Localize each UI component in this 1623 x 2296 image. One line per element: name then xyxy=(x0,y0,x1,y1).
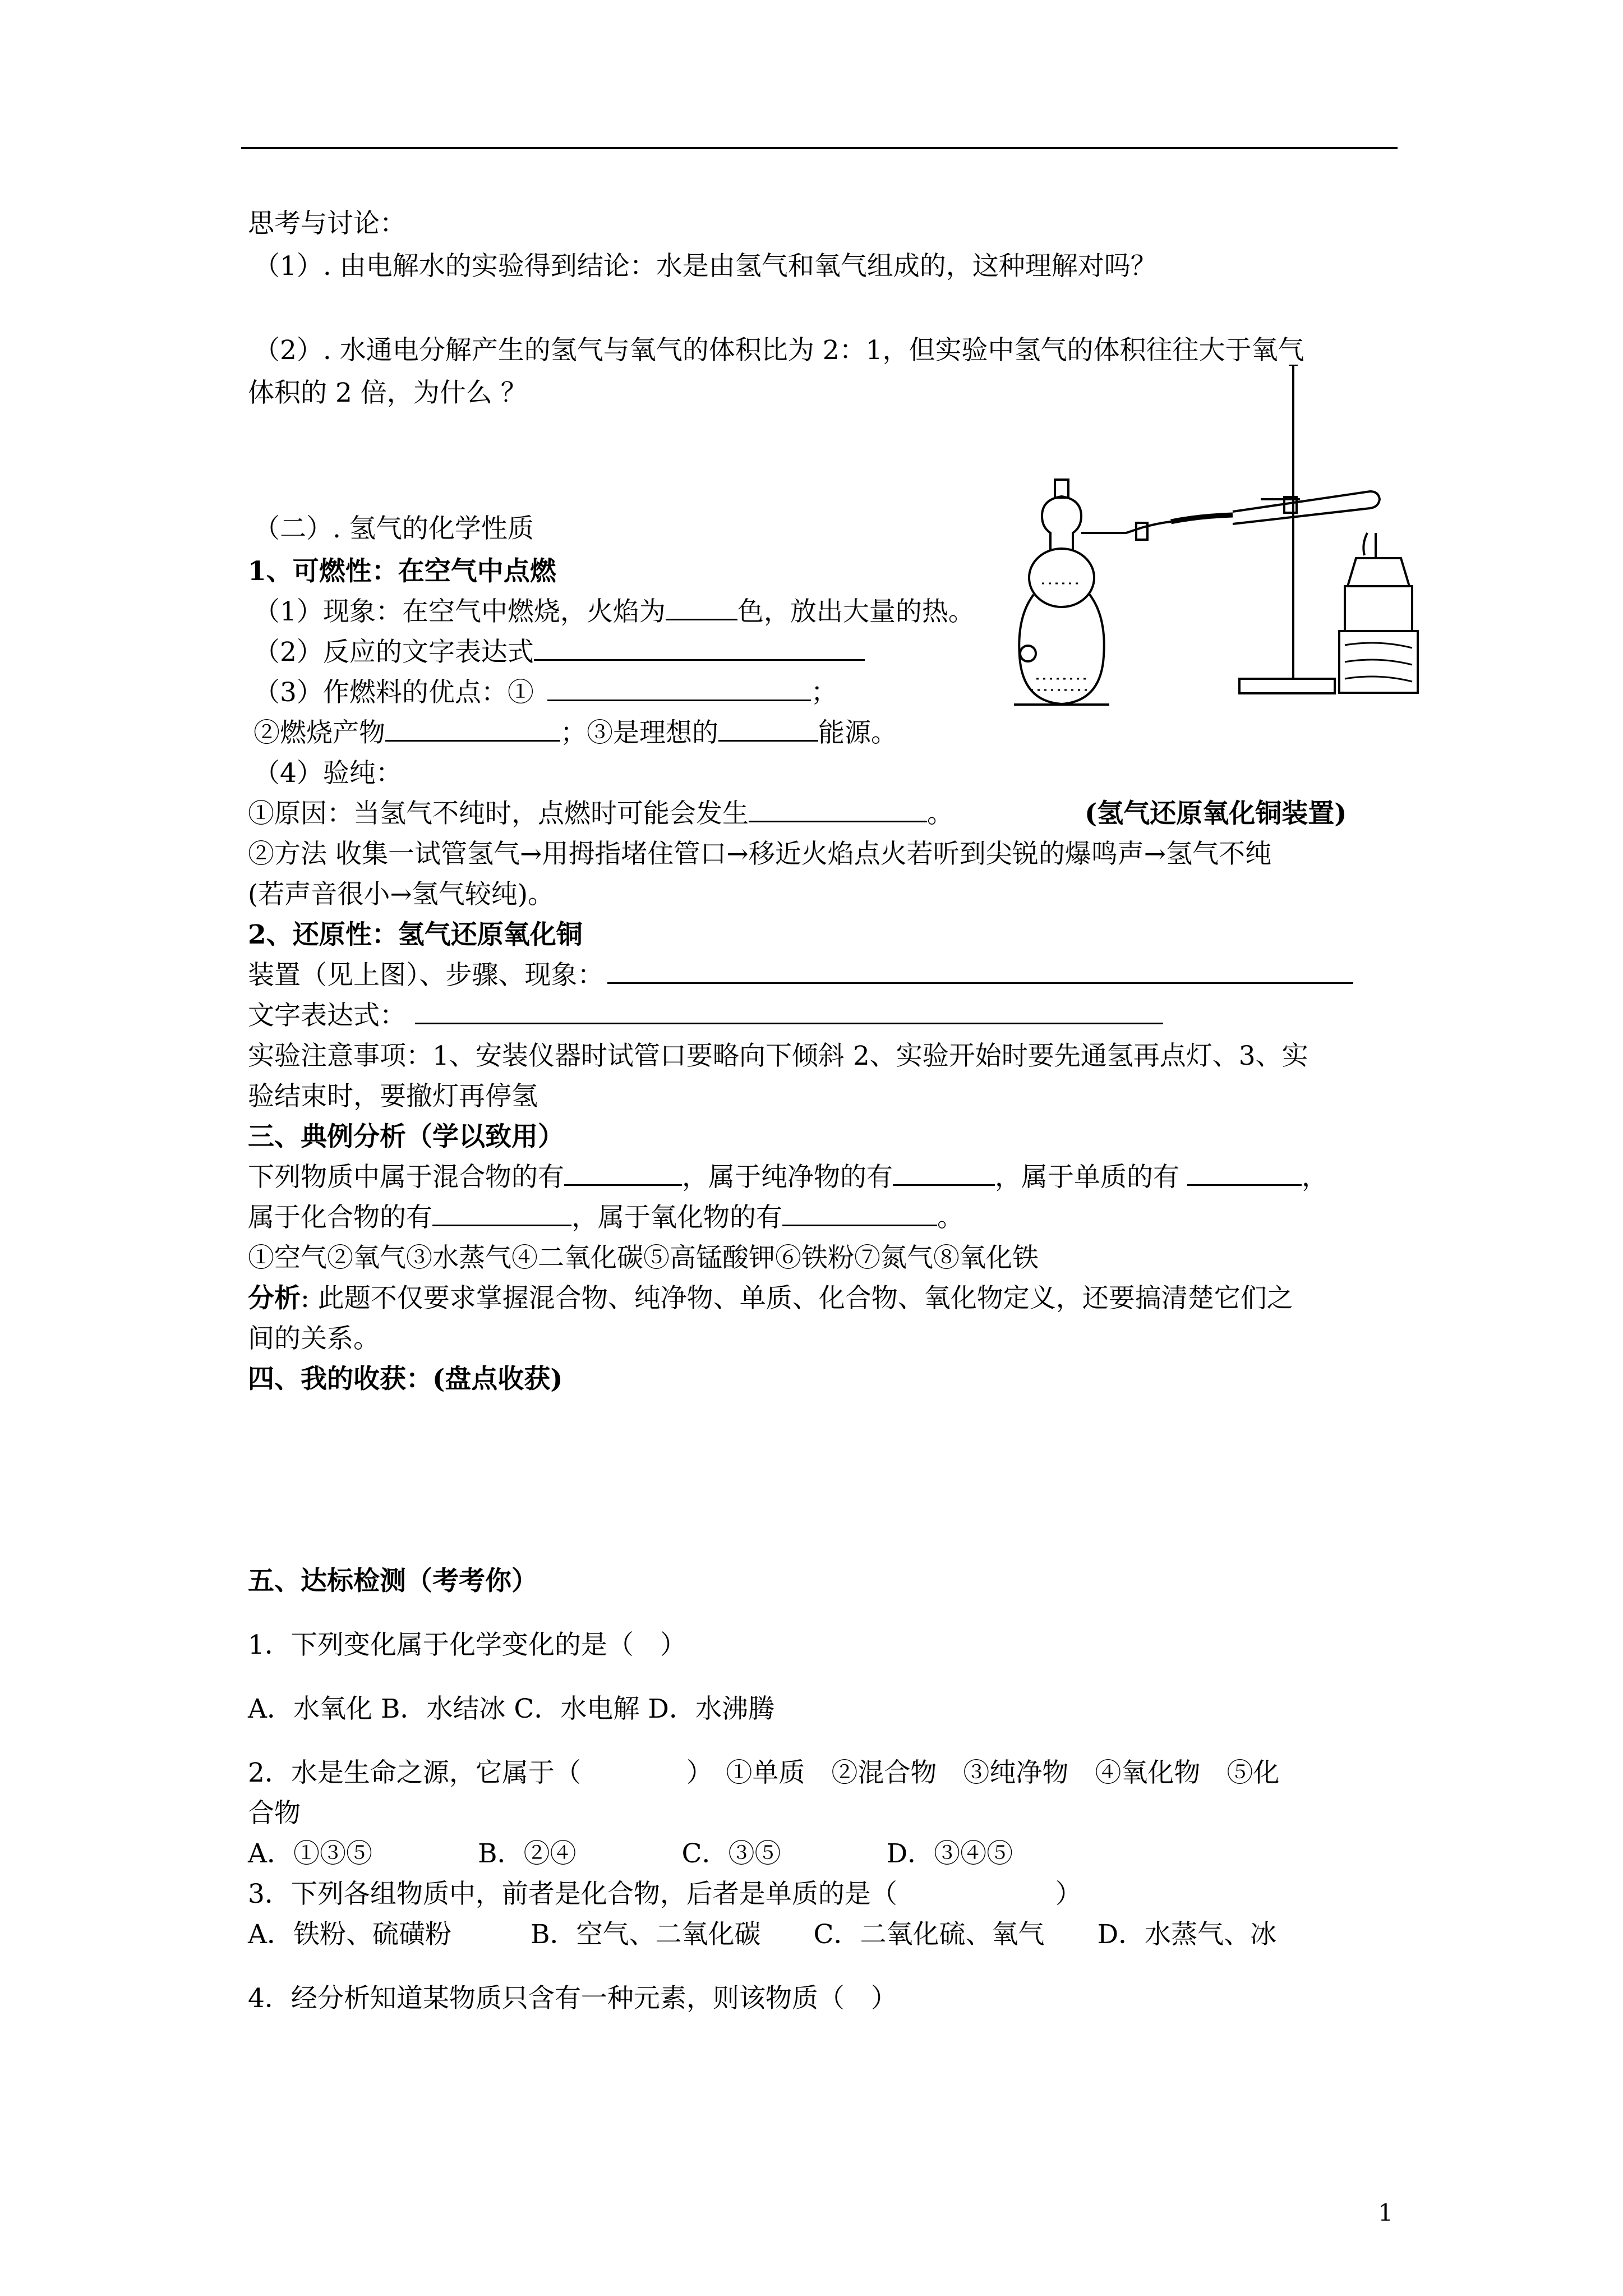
phenomenon-text-end: 色，放出大量的热。 xyxy=(737,596,975,627)
phenomenon-text: （1）现象：在空气中燃烧，火焰为 xyxy=(253,596,666,627)
expression-line xyxy=(248,997,1163,1034)
purity-method-line1: ②方法 收集一试管氢气→用拇指堵住管口→移近火焰点火若听到尖锐的爆鸣声→氢气不纯 xyxy=(248,839,1272,869)
section-5-title: 五、达标检测（考考你） xyxy=(248,1566,538,1596)
discussion-title: 思考与讨论： xyxy=(248,208,406,239)
analysis-label: 分析 xyxy=(248,1283,301,1314)
period-2: 。 xyxy=(937,1202,963,1233)
combustion-product-blank[interactable] xyxy=(385,717,560,742)
notes-line1: 实验注意事项：1、安装仪器时试管口要略向下倾斜 2、实验开始时要先通氢再点灯、3、实 xyxy=(248,1041,1308,1071)
example-question-line1 xyxy=(248,1159,1328,1196)
section-hydrogen-chem-title: （二）. 氢气的化学性质 xyxy=(253,513,534,544)
device-steps-blank[interactable] xyxy=(607,960,1353,984)
section-3-title: 三、典例分析（学以致用） xyxy=(248,1121,564,1152)
example-question-line2 xyxy=(248,1199,963,1236)
analysis-line2: 间的关系。 xyxy=(248,1323,380,1354)
word-equation-label: （2）反应的文字表达式 xyxy=(253,637,534,668)
reducibility-heading: 2、还原性：氢气还原氧化铜 xyxy=(248,919,583,950)
fuel-advantage-label: （3）作燃料的优点：① xyxy=(253,677,534,708)
section-4-title: 四、我的收获：(盘点收获) xyxy=(248,1364,563,1395)
purity-check-heading: （4）验纯： xyxy=(253,758,402,789)
device-steps-line xyxy=(248,957,1353,994)
notes-line2: 验结束时，要撤灯再停氢 xyxy=(248,1081,538,1112)
element-blank[interactable] xyxy=(1187,1162,1302,1186)
period: 。 xyxy=(927,798,953,829)
oxide-label: ，属于氧化物的有 xyxy=(571,1202,782,1233)
flame-color-blank[interactable] xyxy=(666,596,737,620)
question-3: 3．下列各组物质中，前者是化合物，后者是单质的是（ ） xyxy=(248,1879,1082,1910)
hydrogen-reduction-apparatus-image xyxy=(997,365,1423,712)
comma: ， xyxy=(1302,1162,1328,1193)
analysis-line1 xyxy=(248,1280,1293,1317)
analysis-text: : 此题不仅要求掌握混合物、纯净物、单质、化合物、氧化物定义，还要搞清楚它们之 xyxy=(301,1283,1293,1314)
purity-reason-blank[interactable] xyxy=(749,798,927,822)
question-3-options: A．铁粉、硫磺粉 B．空气、二氧化碳 C．二氧化硫、氧气 D．水蒸气、冰 xyxy=(248,1919,1277,1950)
pure-blank[interactable] xyxy=(893,1162,995,1186)
question-2-options: A．①③⑤ B．②④ C．③⑤ D．③④⑤ xyxy=(248,1838,1013,1869)
mixture-label: 下列物质中属于混合物的有 xyxy=(248,1162,564,1193)
mixture-blank[interactable] xyxy=(564,1162,682,1186)
expression-blank[interactable] xyxy=(415,1000,1163,1024)
discussion-q2-line2: 体积的 2 倍，为什么 ？ xyxy=(248,378,527,408)
ideal-energy-blank[interactable] xyxy=(718,717,818,742)
purity-method-line2: (若声音很小→氢气较纯)。 xyxy=(248,879,555,910)
compound-blank[interactable] xyxy=(432,1202,571,1226)
discussion-q2-line1: （2）. 水通电分解产生的氢气与氧气的体积比为 2：1，但实验中氢气的体积往往大于氧气 xyxy=(253,335,1304,366)
device-steps-label: 装置（见上图）、步骤、现象： xyxy=(248,960,604,991)
fuel-advantage-line-2 xyxy=(253,715,897,752)
element-label: ，属于单质的有 xyxy=(995,1162,1179,1193)
question-4: 4．经分析知道某物质只含有一种元素，则该物质（ ） xyxy=(248,1983,897,2014)
semicolon: ； xyxy=(810,677,837,708)
combustibility-text: 1、可燃性：在空气中点燃 xyxy=(248,556,556,587)
question-1: 1．下列变化属于化学变化的是（ ） xyxy=(248,1630,686,1660)
purity-reason-text: ①原因：当氢气不纯时，点燃时可能会发生 xyxy=(248,798,749,829)
fuel-advantage-blank-1[interactable] xyxy=(547,677,811,701)
compound-label: 属于化合物的有 xyxy=(248,1202,432,1233)
ideal-label: ；③是理想的 xyxy=(560,717,718,748)
example-items: ①空气②氧气③水蒸气④二氧化碳⑤高锰酸钾⑥铁粉⑦氮气⑧氧化铁 xyxy=(248,1243,1039,1273)
combustibility-heading xyxy=(248,553,556,590)
header-rule xyxy=(241,147,1398,149)
pure-label: ，属于纯净物的有 xyxy=(682,1162,893,1193)
word-equation-blank[interactable] xyxy=(534,637,865,661)
question-2-line1: 2．水是生命之源，它属于（ ） ①单质 ②混合物 ③纯净物 ④氧化物 ⑤化 xyxy=(248,1757,1280,1788)
phenomenon-line xyxy=(253,593,975,631)
word-equation-line xyxy=(253,634,865,671)
combustion-product-label: ②燃烧产物 xyxy=(253,717,385,748)
question-1-options: A．水氧化 B．水结冰 C．水电解 D．水沸腾 xyxy=(248,1694,774,1724)
energy-text: 能源。 xyxy=(818,717,897,748)
fuel-advantage-line xyxy=(253,674,837,711)
page-number: 1 xyxy=(1378,2199,1393,2226)
apparatus-caption: (氢气还原氧化铜装置) xyxy=(1085,798,1347,829)
discussion-q1: （1）. 由电解水的实验得到结论：水是由氢气和氧气组成的，这种理解对吗？ xyxy=(253,251,1157,282)
purity-reason-line xyxy=(248,795,953,832)
oxide-blank[interactable] xyxy=(782,1202,937,1226)
question-2-line2: 合物 xyxy=(248,1798,301,1829)
expression-label: 文字表达式： xyxy=(248,1000,406,1031)
